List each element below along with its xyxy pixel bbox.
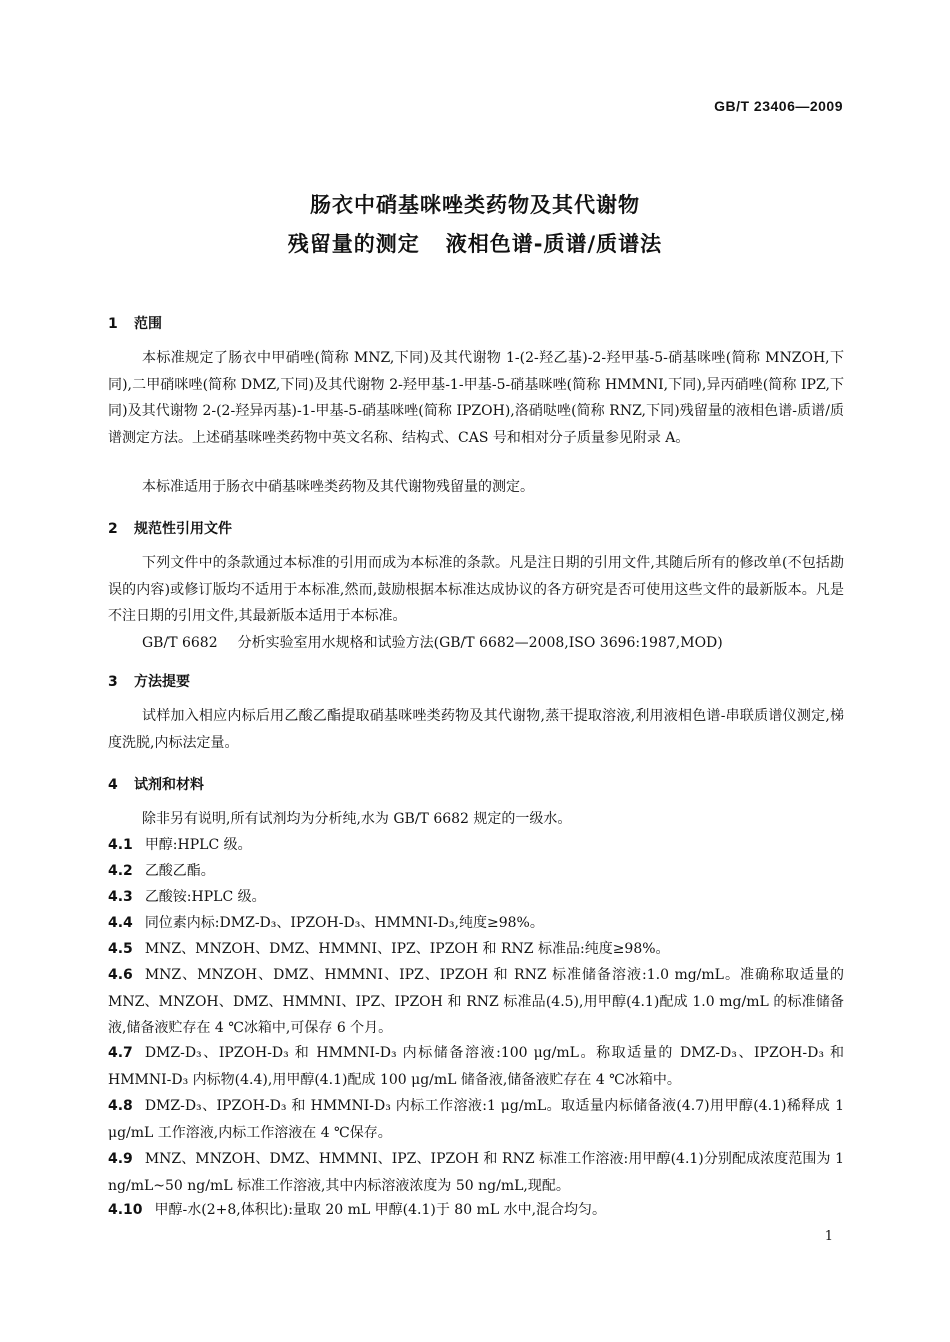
section-1-paragraph-2: 本标准适用于肠衣中硝基咪唑类药物及其代谢物残留量的测定。	[142, 479, 534, 495]
section-number: 4	[108, 777, 118, 793]
section-number: 2	[108, 521, 118, 537]
clause-text: DMZ-D₃、IPZOH-D₃ 和 HMMNI-D₃ 内标储备溶液:100 μg/mL。称取适量的 DMZ-D₃、IPZOH-D₃ 和 HMMNI-D₃ 内标物(4.4),用甲醇(4.1)配成 100 μg/mL 储备液,储备液贮存在 4 ℃冰箱中。	[108, 1045, 844, 1088]
section-number: 1	[108, 316, 118, 332]
clause-4-6	[108, 962, 844, 1042]
document-title-line2	[0, 228, 950, 258]
clause-text: DMZ-D₃、IPZOH-D₃ 和 HMMNI-D₃ 内标工作溶液:1 μg/mL。取适量内标储备液(4.7)用甲醇(4.1)稀释成 1 μg/mL 工作溶液,内标工作溶液在 4 ℃保存。	[108, 1098, 844, 1141]
clause-4-10	[108, 1197, 844, 1224]
clause-number: 4.4	[108, 915, 133, 931]
clause-number: 4.10	[108, 1202, 143, 1218]
title-line2-part-a: 残留量的测定	[287, 232, 420, 256]
section-title: 范围	[134, 316, 162, 332]
clause-4-7	[108, 1040, 844, 1093]
clause-number: 4.5	[108, 941, 133, 957]
standard-code: GB/T 23406—2009	[714, 98, 843, 114]
reference-code: GB/T 6682	[142, 635, 218, 651]
clause-4-8	[108, 1093, 844, 1146]
reference-title: 分析实验室用水规格和试验方法(GB/T 6682—2008,ISO 3696:1987,MOD)	[237, 635, 723, 651]
section-3-heading	[108, 671, 190, 691]
clause-text: 甲醇:HPLC 级。	[144, 837, 252, 853]
section-title: 试剂和材料	[134, 777, 204, 793]
clause-text: 乙酸铵:HPLC 级。	[144, 889, 266, 905]
title-line2-part-b: 液相色谱-质谱/质谱法	[445, 232, 663, 256]
section-4-paragraph-1: 除非另有说明,所有试剂均为分析纯,水为 GB/T 6682 规定的一级水。	[142, 811, 572, 827]
clause-4-9	[108, 1146, 844, 1199]
normative-reference	[142, 632, 723, 652]
section-2-heading	[108, 518, 232, 538]
clause-4-5	[108, 936, 844, 963]
clause-4-3	[108, 884, 844, 911]
clause-number: 4.7	[108, 1045, 133, 1061]
clause-text: 甲醇-水(2+8,体积比):量取 20 mL 甲醇(4.1)于 80 mL 水中,混合均匀。	[154, 1202, 607, 1218]
clause-number: 4.2	[108, 863, 133, 879]
clause-text: 乙酸乙酯。	[144, 863, 215, 879]
section-title: 规范性引用文件	[134, 521, 232, 537]
clause-number: 4.6	[108, 967, 133, 983]
section-title: 方法提要	[134, 674, 190, 690]
section-1-paragraph-1: 本标准规定了肠衣中甲硝唑(简称 MNZ,下同)及其代谢物 1-(2-羟乙基)-2-羟甲基-5-硝基咪唑(简称 MNZOH,下同),二甲硝咪唑(简称 DMZ,下同)及其代谢物 2-羟甲基-1-甲基-5-硝基咪唑(简称 HMMNI,下同),异丙硝唑(简称 IPZ,下同)及其代谢物 2-(2-羟异丙基)-1-甲基-5-硝基咪唑(简称 IPZOH),洛硝哒唑(简称 RNZ,下同)残留量的液相色谱-质谱/质谱测定方法。上述硝基咪唑类药物中英文名称、结构式、CAS 号和相对分子质量参见附录 A。	[108, 350, 844, 446]
document-title-line1: 肠衣中硝基咪唑类药物及其代谢物	[310, 193, 640, 217]
section-2-paragraph-1: 下列文件中的条款通过本标准的引用而成为本标准的条款。凡是注日期的引用文件,其随后所有的修改单(不包括勘误的内容)或修订版均不适用于本标准,然而,鼓励根据本标准达成协议的各方研究是否可使用这些文件的最新版本。凡是不注日期的引用文件,其最新版本适用于本标准。	[108, 555, 844, 624]
clause-number: 4.9	[108, 1151, 133, 1167]
section-number: 3	[108, 674, 118, 690]
clause-text: 同位素内标:DMZ-D₃、IPZOH-D₃、HMMNI-D₃,纯度≥98%。	[144, 915, 544, 931]
clause-4-2	[108, 858, 844, 885]
clause-text: MNZ、MNZOH、DMZ、HMMNI、IPZ、IPZOH 和 RNZ 标准储备溶液:1.0 mg/mL。准确称取适量的 MNZ、MNZOH、DMZ、HMMNI、IPZ、IPZOH 和 RNZ 标准品(4.5),用甲醇(4.1)配成 1.0 mg/mL 的标准储备液,储备液贮存在 4 ℃冰箱中,可保存 6 个月。	[108, 967, 844, 1036]
clause-number: 4.8	[108, 1098, 133, 1114]
clause-text: MNZ、MNZOH、DMZ、HMMNI、IPZ、IPZOH 和 RNZ 标准品:纯度≥98%。	[144, 941, 670, 957]
section-1-heading	[108, 313, 162, 333]
clause-text: MNZ、MNZOH、DMZ、HMMNI、IPZ、IPZOH 和 RNZ 标准工作溶液:用甲醇(4.1)分别配成浓度范围为 1 ng/mL~50 ng/mL 标准工作溶液,其中内标溶液浓度为 50 ng/mL,现配。	[108, 1151, 844, 1194]
section-3-paragraph-1: 试样加入相应内标后用乙酸乙酯提取硝基咪唑类药物及其代谢物,蒸干提取溶液,利用液相色谱-串联质谱仪测定,梯度洗脱,内标法定量。	[108, 708, 844, 751]
clause-number: 4.3	[108, 889, 133, 905]
clause-number: 4.1	[108, 837, 133, 853]
clause-4-1	[108, 832, 844, 859]
clause-4-4	[108, 910, 844, 937]
section-4-heading	[108, 774, 204, 794]
page-number: 1	[824, 1229, 833, 1244]
